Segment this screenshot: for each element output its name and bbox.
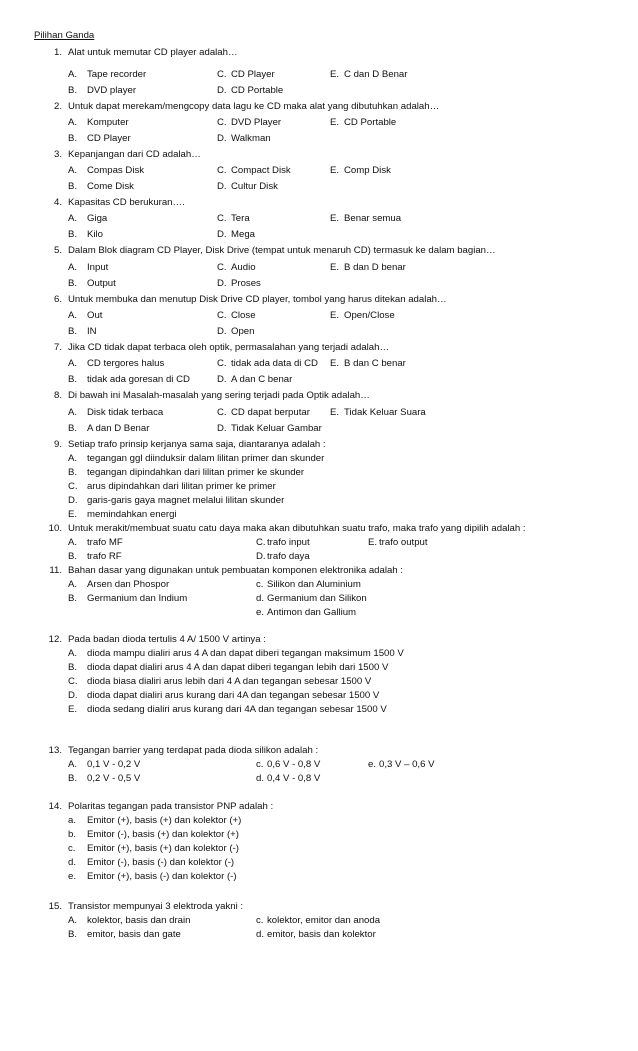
question-number: 7.	[53, 342, 62, 353]
question-number: 15.	[48, 901, 62, 912]
option-letter: A.	[68, 358, 78, 369]
option-letter: B.	[68, 181, 78, 192]
option-text: arus dipindahkan dari lilitan primer ke primer	[87, 481, 276, 492]
option-letter: A.	[68, 213, 78, 224]
option-letter: E.	[368, 537, 378, 548]
option-letter: D.	[256, 551, 266, 562]
option-letter: A.	[68, 310, 78, 321]
option-letter: D.	[217, 229, 227, 240]
option-text: tidak ada data di CD	[231, 358, 318, 369]
question-number: 12.	[48, 634, 62, 645]
question-text: Jika CD tidak dapat terbaca oleh optik, permasalahan yang terjadi adalah…	[68, 342, 390, 353]
option-text: 0,3 V – 0,6 V	[379, 759, 435, 770]
option-text: Emitor (+), basis (-) dan kolektor (-)	[87, 871, 237, 882]
option-text: emitor, basis dan kolektor	[267, 929, 376, 940]
option-letter: E.	[330, 117, 340, 128]
question-text: Pada badan dioda tertulis 4 A/ 1500 V artinya :	[68, 634, 266, 645]
option-letter: A.	[68, 453, 78, 464]
option-text: Komputer	[87, 117, 129, 128]
option-letter: D.	[217, 85, 227, 96]
option-text: Tape recorder	[87, 69, 147, 80]
option-letter: A.	[68, 407, 78, 418]
question-number: 2.	[53, 101, 62, 112]
question-text: Kapasitas CD berukuran….	[68, 197, 185, 208]
question-text: Transistor mempunyai 3 elektroda yakni :	[68, 901, 244, 912]
option-letter: E.	[330, 165, 340, 176]
option-text: A dan D Benar	[87, 423, 150, 434]
option-letter: B.	[68, 229, 78, 240]
option-text: Mega	[231, 229, 255, 240]
option-text: Audio	[231, 262, 256, 273]
option-text: C dan D Benar	[344, 69, 408, 80]
question-number: 10.	[48, 523, 62, 534]
option-text: CD dapat berputar	[231, 407, 310, 418]
option-letter: E.	[330, 310, 340, 321]
option-text: Proses	[231, 278, 261, 289]
option-text: tegangan ggl diinduksir dalam lilitan primer dan skunder	[87, 453, 325, 464]
option-text: 0,2 V - 0,5 V	[87, 773, 141, 784]
option-text: dioda biasa dialiri arus lebih dari 4 A dan tegangan sebesar 1500 V	[87, 676, 372, 687]
option-letter: C.	[256, 537, 266, 548]
option-letter: A.	[68, 69, 78, 80]
option-letter: C.	[68, 481, 78, 492]
option-text: Germanium dan Silikon	[267, 593, 367, 604]
question-text: Untuk membuka dan menutup Disk Drive CD player, tombol yang harus ditekan adalah…	[68, 294, 447, 305]
question-number: 13.	[48, 745, 62, 756]
option-text: Output	[87, 278, 116, 289]
option-letter: B.	[68, 551, 78, 562]
option-letter: B.	[68, 662, 78, 673]
option-text: Tidak Keluar Gambar	[231, 423, 322, 434]
question-text: Tegangan barrier yang terdapat pada dioda silikon adalah :	[68, 745, 319, 756]
question-number: 14.	[48, 801, 62, 812]
option-text: Compas Disk	[87, 165, 145, 176]
question-number: 9.	[53, 439, 62, 450]
question-number: 8.	[53, 390, 62, 401]
option-letter: c.	[256, 579, 264, 590]
option-letter: a.	[68, 815, 77, 826]
question-text: Di bawah ini Masalah-masalah yang sering terjadi pada Optik adalah…	[68, 390, 370, 401]
option-letter: E.	[330, 213, 340, 224]
option-text: DVD player	[87, 85, 137, 96]
option-text: trafo RF	[87, 551, 122, 562]
option-letter: A.	[68, 579, 78, 590]
option-text: Emitor (+), basis (+) dan kolektor (+)	[87, 815, 242, 826]
option-text: DVD Player	[231, 117, 282, 128]
option-letter: A.	[68, 915, 78, 926]
option-text: trafo input	[267, 537, 310, 548]
question-text: Untuk dapat merekam/mengcopy data lagu ke CD maka alat yang dibutuhkan adalah…	[68, 101, 440, 112]
option-letter: B.	[68, 374, 78, 385]
option-text: memindahkan energi	[87, 509, 177, 520]
option-text: Open/Close	[344, 310, 395, 321]
option-letter: A.	[68, 759, 78, 770]
option-letter: d.	[256, 929, 265, 940]
question-text: Polaritas tegangan pada transistor PNP adalah :	[68, 801, 274, 812]
option-letter: E.	[330, 358, 340, 369]
option-letter: e.	[256, 607, 265, 618]
option-letter: D.	[68, 495, 78, 506]
option-letter: A.	[68, 165, 78, 176]
option-text: trafo daya	[267, 551, 310, 562]
question-number: 4.	[53, 197, 62, 208]
question-text: Kepanjangan dari CD adalah…	[68, 149, 201, 160]
option-letter: D.	[217, 374, 227, 385]
option-text: Emitor (+), basis (+) dan kolektor (-)	[87, 843, 239, 854]
option-text: CD Player	[87, 133, 131, 144]
option-letter: C.	[217, 117, 227, 128]
option-letter: E.	[330, 69, 340, 80]
option-letter: E.	[68, 509, 78, 520]
option-letter: E.	[68, 704, 78, 715]
option-letter: B.	[68, 423, 78, 434]
option-text: Antimon dan Gallium	[267, 607, 357, 618]
option-letter: A.	[68, 262, 78, 273]
option-letter: E.	[330, 262, 340, 273]
option-letter: D.	[217, 423, 227, 434]
option-text: Tera	[231, 213, 250, 224]
option-text: A dan C benar	[231, 374, 293, 385]
option-text: CD tergores halus	[87, 358, 165, 369]
option-text: Tidak Keluar Suara	[344, 407, 426, 418]
option-letter: B.	[68, 773, 78, 784]
option-letter: C.	[217, 165, 227, 176]
option-text: dioda mampu dialiri arus 4 A dan dapat diberi tegangan maksimum 1500 V	[87, 648, 404, 659]
option-text: Compact Disk	[231, 165, 291, 176]
option-text: Emitor (-), basis (-) dan kolektor (-)	[87, 857, 235, 868]
option-text: Out	[87, 310, 103, 321]
option-letter: D.	[217, 181, 227, 192]
option-text: garis-garis gaya magnet melalui lilitan skunder	[87, 495, 285, 506]
option-text: IN	[87, 326, 97, 337]
question-number: 11.	[49, 565, 62, 576]
option-text: B dan D benar	[344, 262, 406, 273]
option-letter: D.	[68, 690, 78, 701]
option-letter: C.	[217, 407, 227, 418]
option-letter: C.	[217, 213, 227, 224]
option-letter: C.	[217, 69, 227, 80]
option-text: CD Portable	[344, 117, 397, 128]
option-letter: d.	[68, 857, 77, 868]
option-letter: b.	[68, 829, 77, 840]
option-letter: A.	[68, 117, 78, 128]
option-text: kolektor, basis dan drain	[87, 915, 191, 926]
option-letter: D.	[217, 278, 227, 289]
option-text: Cultur Disk	[231, 181, 278, 192]
option-letter: B.	[68, 326, 78, 337]
question-text: Alat untuk memutar CD player adalah…	[68, 47, 238, 58]
option-text: Giga	[87, 213, 108, 224]
option-letter: c.	[256, 915, 264, 926]
option-text: emitor, basis dan gate	[87, 929, 181, 940]
option-text: tegangan dipindahkan dari lilitan primer ke skunder	[87, 467, 305, 478]
option-text: Benar semua	[344, 213, 402, 224]
option-text: dioda sedang dialiri arus kurang dari 4A dan tegangan sebesar 1500 V	[87, 704, 387, 715]
section-title: Pilihan Ganda	[34, 30, 95, 41]
option-letter: B.	[68, 278, 78, 289]
question-text: Bahan dasar yang digunakan untuk pembuatan komponen elektronika adalah :	[68, 565, 403, 576]
option-letter: C.	[217, 358, 227, 369]
question-text: Untuk merakit/membuat suatu catu daya maka akan dibutuhkan suatu trafo, maka trafo yang dipilih adalah :	[68, 523, 526, 534]
option-letter: E.	[330, 407, 340, 418]
option-letter: B.	[68, 593, 78, 604]
option-letter: D.	[217, 133, 227, 144]
option-text: Open	[231, 326, 255, 337]
option-letter: B.	[68, 85, 78, 96]
option-letter: e.	[368, 759, 377, 770]
option-text: Emitor (-), basis (+) dan kolektor (+)	[87, 829, 239, 840]
option-text: 0,1 V - 0,2 V	[87, 759, 141, 770]
option-letter: A.	[68, 537, 78, 548]
question-number: 6.	[53, 294, 62, 305]
option-letter: c.	[68, 843, 76, 854]
option-text: Silikon dan Aluminium	[267, 579, 361, 590]
option-letter: C.	[217, 310, 227, 321]
question-number: 1.	[53, 47, 62, 58]
option-letter: B.	[68, 929, 78, 940]
option-text: 0,4 V - 0,8 V	[267, 773, 321, 784]
option-text: Input	[87, 262, 109, 273]
option-text: trafo output	[379, 537, 428, 548]
option-text: Arsen dan Phospor	[87, 579, 170, 590]
option-letter: d.	[256, 773, 265, 784]
question-text: Dalam Blok diagram CD Player, Disk Drive (tempat untuk menaruh CD) termasuk ke dalam bagian…	[68, 245, 496, 256]
option-letter: C.	[68, 676, 78, 687]
option-text: CD Portable	[231, 85, 284, 96]
option-letter: B.	[68, 133, 78, 144]
option-letter: B.	[68, 467, 78, 478]
question-text: Setiap trafo prinsip kerjanya sama saja, diantaranya adalah :	[68, 439, 326, 450]
option-text: Kilo	[87, 229, 103, 240]
option-text: tidak ada goresan di CD	[87, 374, 190, 385]
option-letter: e.	[68, 871, 77, 882]
option-text: Come Disk	[87, 181, 134, 192]
option-text: dioda dapat dialiri arus 4 A dan dapat diberi tegangan lebih dari 1500 V	[87, 662, 389, 673]
option-text: Walkman	[231, 133, 271, 144]
option-text: dioda dapat dialiri arus kurang dari 4A dan tegangan sebesar 1500 V	[87, 690, 380, 701]
option-letter: c.	[256, 759, 264, 770]
option-text: 0,6 V - 0,8 V	[267, 759, 321, 770]
option-text: trafo MF	[87, 537, 123, 548]
option-text: kolektor, emitor dan anoda	[267, 915, 381, 926]
option-text: B dan C benar	[344, 358, 406, 369]
option-letter: d.	[256, 593, 265, 604]
option-text: Germanium dan Indium	[87, 593, 188, 604]
option-letter: D.	[217, 326, 227, 337]
question-number: 5.	[53, 245, 62, 256]
option-letter: C.	[217, 262, 227, 273]
option-letter: A.	[68, 648, 78, 659]
option-text: Close	[231, 310, 256, 321]
option-text: Comp Disk	[344, 165, 391, 176]
question-number: 3.	[53, 149, 62, 160]
option-text: CD Player	[231, 69, 275, 80]
option-text: Disk tidak terbaca	[87, 407, 164, 418]
